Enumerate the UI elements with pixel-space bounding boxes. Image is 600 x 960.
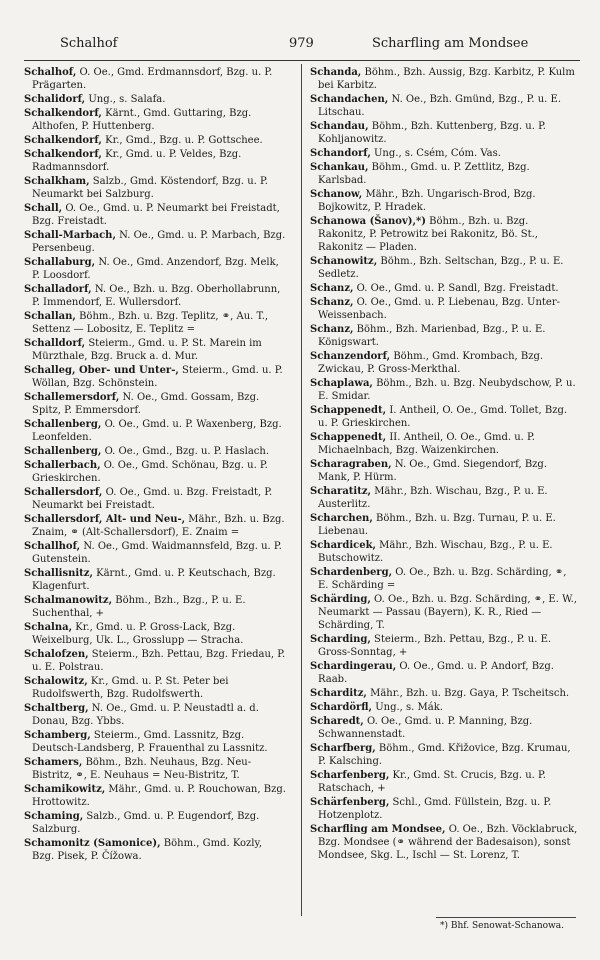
entry-headword: Scharchen, bbox=[310, 513, 373, 524]
entry-details: Böhm., Bzh., Bzg., P. u. E. Suchenthal, + bbox=[32, 595, 246, 619]
entry-details: Kr., Gmd. u. P. Veldes, Bzg. Radmannsdorf. bbox=[32, 149, 242, 173]
gazetteer-entry bbox=[24, 486, 286, 512]
entry-details: N. Oe., Gmd. u. P. Marbach, Bzg. Persenbeug. bbox=[32, 230, 286, 254]
gazetteer-entry bbox=[310, 188, 578, 214]
entry-details: O. Oe., Gmd. u. P. Waxenberg, Bzg. Leonfelden. bbox=[32, 419, 282, 443]
entry-headword: Schalowitz, bbox=[24, 676, 88, 687]
entry-details: N. Oe., Gmd. Siegendorf, Bzg. Mank, P. Hürm. bbox=[318, 459, 548, 483]
gazetteer-entry bbox=[24, 567, 286, 593]
entry-details: O. Oe., Gmd. Erdmannsdorf, Bzg. u. P. Prägarten. bbox=[32, 67, 273, 91]
gazetteer-entry bbox=[24, 702, 286, 728]
entry-headword: Scharfberg, bbox=[310, 743, 376, 754]
entry-details: N. Oe., Gmd. u. P. Neustadtl a. d. Donau, Bzg. Ybbs. bbox=[32, 703, 259, 727]
entry-headword: Schanowitz, bbox=[310, 256, 378, 267]
entry-details: Ung., s. Csém, Cóm. Vas. bbox=[370, 148, 501, 159]
entry-details: Mähr., Bzh. Wischau, Bzg., P. u. E. Austerlitz. bbox=[318, 486, 548, 510]
entry-details: Mähr., Bzh. Wischau, Bzg., P. u. E. Butschowitz. bbox=[318, 540, 553, 564]
entry-details: Böhm., Gmd. Křižovice, Bzg. Krumau, P. Kalsching. bbox=[318, 743, 571, 767]
gazetteer-entry bbox=[24, 540, 286, 566]
gazetteer-entry bbox=[24, 256, 286, 282]
entry-headword: Schallemersdorf, bbox=[24, 392, 120, 403]
entry-headword: Schallaburg, bbox=[24, 257, 96, 268]
gazetteer-entry bbox=[24, 66, 286, 92]
entry-details: Böhm., Bzh. Kuttenberg, Bzg. u. P. Kohljanowitz. bbox=[318, 121, 546, 145]
entry-details: Steierm., Gmd. Lassnitz, Bzg. Deutsch-Landsberg, P. Frauenthal zu Lassnitz. bbox=[32, 730, 268, 754]
gazetteer-entry bbox=[310, 296, 578, 322]
entry-headword: Schanow, bbox=[310, 189, 363, 200]
entry-headword: Scharding, bbox=[310, 634, 371, 645]
entry-details: I. Antheil, O. Oe., Gmd. Tollet, Bzg. u. P. Grieskirchen. bbox=[318, 405, 568, 429]
gazetteer-entry bbox=[310, 215, 578, 254]
entry-headword: Scharedt, bbox=[310, 716, 364, 727]
entry-details: Böhm., Bzh. u. Bzg. Teplitz, ⚭, Au. T., Settenz — Lobositz, E. Teplitz = bbox=[32, 311, 269, 335]
gazetteer-entry bbox=[24, 445, 286, 458]
entry-details: Kr., Gmd. u. P. Gross-Lack, Bzg. Weixelburg, Uk. L., Grosslupp — Stracha. bbox=[32, 622, 244, 646]
gazetteer-entry bbox=[24, 148, 286, 174]
gazetteer-entry bbox=[24, 729, 286, 755]
gazetteer-entry bbox=[310, 147, 578, 160]
entry-details: Kr., Gmd. St. Crucis, Bzg. u. P. Ratschach, + bbox=[318, 770, 546, 794]
entry-headword: Schallenberg, bbox=[24, 419, 102, 430]
header-left-keyword: Schalhof bbox=[60, 36, 118, 51]
gazetteer-entry bbox=[24, 513, 286, 539]
gazetteer-entry bbox=[310, 823, 578, 862]
entry-details: N. Oe., Gmd. Waidmannsfeld, Bzg. u. P. Gutenstein. bbox=[32, 541, 282, 565]
entry-headword: Schanz, bbox=[310, 297, 354, 308]
right-column bbox=[310, 66, 578, 863]
gazetteer-entry bbox=[310, 282, 578, 295]
entry-headword: Schanda, bbox=[310, 67, 362, 78]
gazetteer-entry bbox=[310, 633, 578, 659]
gazetteer-entry bbox=[24, 810, 286, 836]
gazetteer-entry bbox=[310, 593, 578, 632]
entry-details: N. Oe., Gmd. Gossam, Bzg. Spitz, P. Emmersdorf. bbox=[32, 392, 260, 416]
gazetteer-entry bbox=[310, 66, 578, 92]
entry-headword: Schalladorf, bbox=[24, 284, 92, 295]
gazetteer-entry bbox=[310, 377, 578, 403]
gazetteer-entry bbox=[24, 107, 286, 133]
entry-headword: Schallisnitz, bbox=[24, 568, 93, 579]
entry-headword: Schardenberg, bbox=[310, 567, 393, 578]
entry-headword: Schardörfl, bbox=[310, 702, 373, 713]
gazetteer-entry bbox=[24, 756, 286, 782]
page-header bbox=[0, 36, 600, 58]
entry-headword: Schanzendorf, bbox=[310, 351, 391, 362]
gazetteer-entry bbox=[24, 459, 286, 485]
gazetteer-entry bbox=[310, 350, 578, 376]
entry-headword: Schappenedt, bbox=[310, 405, 387, 416]
gazetteer-entry bbox=[310, 539, 578, 565]
entry-headword: Schalkendorf, bbox=[24, 135, 102, 146]
entry-headword: Schankau, bbox=[310, 162, 369, 173]
entry-headword: Schandachen, bbox=[310, 94, 389, 105]
entry-details: N. Oe., Bzh. Gmünd, Bzg., P. u. E. Litschau. bbox=[318, 94, 561, 118]
gazetteer-entry bbox=[310, 796, 578, 822]
entry-details: Mähr., Bzh. Ungarisch-Brod, Bzg. Bojkowitz, P. Hradek. bbox=[318, 189, 536, 213]
entry-details: O. Oe., Gmd. u. Bzg. Freistadt, P. Neumarkt bei Freistadt. bbox=[32, 487, 273, 511]
entry-details: Böhm., Bzh. Seltschan, Bzg., P. u. E. Sedletz. bbox=[318, 256, 564, 280]
entry-details: Mähr., Bzh. u. Bzg. Gaya, P. Tscheitsch. bbox=[366, 688, 570, 699]
entry-headword: Schalkendorf, bbox=[24, 149, 102, 160]
gazetteer-entry bbox=[24, 418, 286, 444]
entry-details: O. Oe., Gmd. u. P. Sandl, Bzg. Freistadt. bbox=[353, 283, 559, 294]
column-divider bbox=[301, 64, 302, 916]
entry-details: Salzb., Gmd. Köstendorf, Bzg. u. P. Neumarkt bei Salzburg. bbox=[32, 176, 268, 200]
entry-headword: Schall, bbox=[24, 203, 63, 214]
entry-headword: Scharatitz, bbox=[310, 486, 372, 497]
entry-headword: Schallan, bbox=[24, 311, 76, 322]
entry-headword: Schaltberg, bbox=[24, 703, 89, 714]
entry-headword: Scharfling am Mondsee, bbox=[310, 824, 446, 835]
gazetteer-entry bbox=[24, 202, 286, 228]
entry-details: Böhm., Bzh. Marienbad, Bzg., P. u. E. Königswart. bbox=[318, 324, 546, 348]
header-right-keyword: Scharfling am Mondsee bbox=[372, 36, 529, 51]
entry-headword: Schandau, bbox=[310, 121, 369, 132]
entry-headword: Schalkham, bbox=[24, 176, 90, 187]
gazetteer-entry bbox=[24, 93, 286, 106]
gazetteer-entry bbox=[310, 120, 578, 146]
entry-headword: Schalmanowitz, bbox=[24, 595, 113, 606]
entry-details: Kr., Gmd., Bzg. u. P. Gottschee. bbox=[101, 135, 263, 146]
entry-details: Mähr., Gmd. u. P. Rouchowan, Bzg. Hrottowitz. bbox=[32, 784, 286, 808]
entry-headword: Schamberg, bbox=[24, 730, 91, 741]
entry-details: O. Oe., Gmd. u. P. Andorf, Bzg. Raab. bbox=[318, 661, 554, 685]
entry-headword: Schaming, bbox=[24, 811, 84, 822]
entry-details: O. Oe., Bzh. u. Bzg. Schärding, ⚭, E. Schärding = bbox=[318, 567, 567, 591]
gazetteer-entry bbox=[24, 648, 286, 674]
entry-details: Kr., Gmd. u. P. St. Peter bei Rudolfswerth, Bzg. Rudolfswerth. bbox=[32, 676, 229, 700]
header-rule bbox=[24, 60, 580, 61]
entry-details: Steierm., Bzh. Pettau, Bzg., P. u. E. Gross-Sonntag, + bbox=[318, 634, 552, 658]
gazetteer-entry bbox=[310, 512, 578, 538]
entry-details: Böhm., Bzh. u. Bzg. Turnau, P. u. E. Liebenau. bbox=[318, 513, 556, 537]
entry-details: O. Oe., Gmd. u. P. Manning, Bzg. Schwannenstadt. bbox=[318, 716, 533, 740]
gazetteer-entry bbox=[24, 175, 286, 201]
entry-details: Böhm., Gmd. Kozly, Bzg. Pisek, P. Čížowa. bbox=[32, 838, 263, 862]
gazetteer-entry bbox=[310, 93, 578, 119]
gazetteer-entry bbox=[310, 701, 578, 714]
entry-headword: Schallersdorf, Alt- und Neu-, bbox=[24, 514, 186, 525]
entry-headword: Schall-Marbach, bbox=[24, 230, 116, 241]
gazetteer-entry bbox=[24, 391, 286, 417]
entry-headword: Schallerbach, bbox=[24, 460, 101, 471]
entry-headword: Schappenedt, bbox=[310, 432, 387, 443]
entry-details: Böhm., Gmd. u. P. Zettlitz, Bzg. Karlsbad. bbox=[318, 162, 530, 186]
gazetteer-entry bbox=[310, 161, 578, 187]
entry-headword: Schardingerau, bbox=[310, 661, 397, 672]
gazetteer-entry bbox=[310, 431, 578, 457]
gazetteer-entry bbox=[24, 837, 286, 863]
entry-details: Ung., s. Mák. bbox=[372, 702, 443, 713]
gazetteer-entry bbox=[24, 229, 286, 255]
gazetteer-entry bbox=[24, 783, 286, 809]
entry-headword: Schandorf, bbox=[310, 148, 371, 159]
entry-headword: Scharfenberg, bbox=[310, 770, 390, 781]
entry-headword: Schaplawa, bbox=[310, 378, 373, 389]
entry-headword: Schalna, bbox=[24, 622, 73, 633]
entry-headword: Scharditz, bbox=[310, 688, 367, 699]
entry-headword: Schalidorf, bbox=[24, 94, 86, 105]
entry-details: O. Oe., Gmd., Bzg. u. P. Haslach. bbox=[101, 446, 270, 457]
entry-headword: Schallhof, bbox=[24, 541, 81, 552]
entry-headword: Schärfenberg, bbox=[310, 797, 390, 808]
gazetteer-entry bbox=[24, 594, 286, 620]
gazetteer-entry bbox=[310, 323, 578, 349]
footnote: *) Bhf. Senowat-Schanowa. bbox=[440, 921, 564, 931]
entry-headword: Schanz, bbox=[310, 283, 354, 294]
entry-headword: Schalldorf, bbox=[24, 338, 86, 349]
entry-headword: Schamonitz (Samonice), bbox=[24, 838, 161, 849]
gazetteer-entry bbox=[24, 310, 286, 336]
entry-details: O. Oe., Bzh. u. Bzg. Schärding, ⚭, E. W., Neumarkt — Passau (Bayern), K. R., Ried — Schärding, T. bbox=[318, 594, 577, 631]
gazetteer-entry bbox=[310, 660, 578, 686]
entry-details: Ung., s. Salafa. bbox=[85, 94, 166, 105]
entry-headword: Schalleg, Ober- und Unter-, bbox=[24, 365, 179, 376]
entry-details: II. Antheil, O. Oe., Gmd. u. P. Michaelnbach, Bzg. Waizenkirchen. bbox=[318, 432, 535, 456]
entry-headword: Schallenberg, bbox=[24, 446, 102, 457]
gazetteer-entry bbox=[24, 621, 286, 647]
gazetteer-entry bbox=[310, 404, 578, 430]
gazetteer-entry bbox=[310, 715, 578, 741]
gazetteer-entry bbox=[24, 364, 286, 390]
entry-headword: Schalhof, bbox=[24, 67, 77, 78]
gazetteer-entry bbox=[24, 283, 286, 309]
gazetteer-entry bbox=[310, 485, 578, 511]
entry-details: Mähr., Bzh. u. Bzg. Znaim, ⚭ (Alt-Schallersdorf), E. Znaim = bbox=[32, 514, 285, 538]
gazetteer-entry bbox=[310, 458, 578, 484]
gazetteer-entry bbox=[310, 566, 578, 592]
entry-details: Böhm., Bzh. u. Bzg. Rakonitz, P. Petrowitz bei Rakonitz, Bö. St., Rakonitz — Pladen. bbox=[318, 216, 538, 253]
entry-details: Böhm., Bzh. Aussig, Bzg. Karbitz, P. Kulm bei Karbitz. bbox=[318, 67, 575, 91]
gazetteer-entry bbox=[24, 337, 286, 363]
gazetteer-entry bbox=[310, 742, 578, 768]
entry-details: Böhm., Bzh. u. Bzg. Neubydschow, P. u. E. Smidar. bbox=[318, 378, 576, 402]
entry-headword: Schamikowitz, bbox=[24, 784, 106, 795]
entry-headword: Schallersdorf, bbox=[24, 487, 103, 498]
gazetteer-entry bbox=[24, 675, 286, 701]
page-number: 979 bbox=[289, 36, 314, 51]
entry-details: Kärnt., Gmd. Guttaring, Bzg. Althofen, P. Huttenberg. bbox=[32, 108, 252, 132]
entry-headword: Schalofzen, bbox=[24, 649, 89, 660]
gazetteer-entry bbox=[24, 134, 286, 147]
entry-details: O. Oe., Bzh. Vöcklabruck, Bzg. Mondsee (⚭ während der Badesaison), sonst Mondsee, Skg. L., Ischl — St. Lorenz, T. bbox=[318, 824, 578, 861]
entry-details: O. Oe., Gmd. Schönau, Bzg. u. P. Grieskirchen. bbox=[32, 460, 268, 484]
entry-details: Kärnt., Gmd. u. P. Keutschach, Bzg. Klagenfurt. bbox=[32, 568, 276, 592]
entry-headword: Schalkendorf, bbox=[24, 108, 102, 119]
entry-details: N. Oe., Gmd. Anzendorf, Bzg. Melk, P. Loosdorf. bbox=[32, 257, 279, 281]
entry-details: O. Oe., Gmd. u. P. Neumarkt bei Freistadt, Bzg. Freistadt. bbox=[32, 203, 280, 227]
entry-headword: Schamers, bbox=[24, 757, 83, 768]
entry-headword: Schanz, bbox=[310, 324, 354, 335]
entry-headword: Scharagraben, bbox=[310, 459, 392, 470]
entry-details: Böhm., Gmd. Krombach, Bzg. Zwickau, P. Gross-Merkthal. bbox=[318, 351, 544, 375]
entry-details: Steierm., Bzh. Pettau, Bzg. Friedau, P. u. E. Polstrau. bbox=[32, 649, 286, 673]
entry-headword: Schardicek, bbox=[310, 540, 376, 551]
entry-headword: Schärding, bbox=[310, 594, 371, 605]
entry-details: Böhm., Bzh. Neuhaus, Bzg. Neu-Bistritz, ⚭, E. Neuhaus = Neu-Bistritz, T. bbox=[32, 757, 252, 781]
entry-details: Steierm., Gmd. u. P. Wöllan, Bzg. Schönstein. bbox=[32, 365, 283, 389]
entry-details: N. Oe., Bzh. u. Bzg. Oberhollabrunn, P. Immendorf, E. Wullersdorf. bbox=[32, 284, 281, 308]
entry-details: O. Oe., Gmd. u. P. Liebenau, Bzg. Unter-Weissenbach. bbox=[318, 297, 561, 321]
gazetteer-entry bbox=[310, 255, 578, 281]
left-column bbox=[24, 66, 286, 864]
gazetteer-entry bbox=[310, 687, 578, 700]
entry-headword: Schanowa (Šanov),*) bbox=[310, 216, 426, 227]
entry-details: Schl., Gmd. Füllstein, Bzg. u. P. Hotzenplotz. bbox=[318, 797, 552, 821]
entry-details: Steierm., Gmd. u. P. St. Marein im Mürzthale, Bzg. Bruck a. d. Mur. bbox=[32, 338, 262, 362]
footnote-rule bbox=[436, 917, 576, 918]
entry-details: Salzb., Gmd. u. P. Eugendorf, Bzg. Salzburg. bbox=[32, 811, 260, 835]
gazetteer-entry bbox=[310, 769, 578, 795]
